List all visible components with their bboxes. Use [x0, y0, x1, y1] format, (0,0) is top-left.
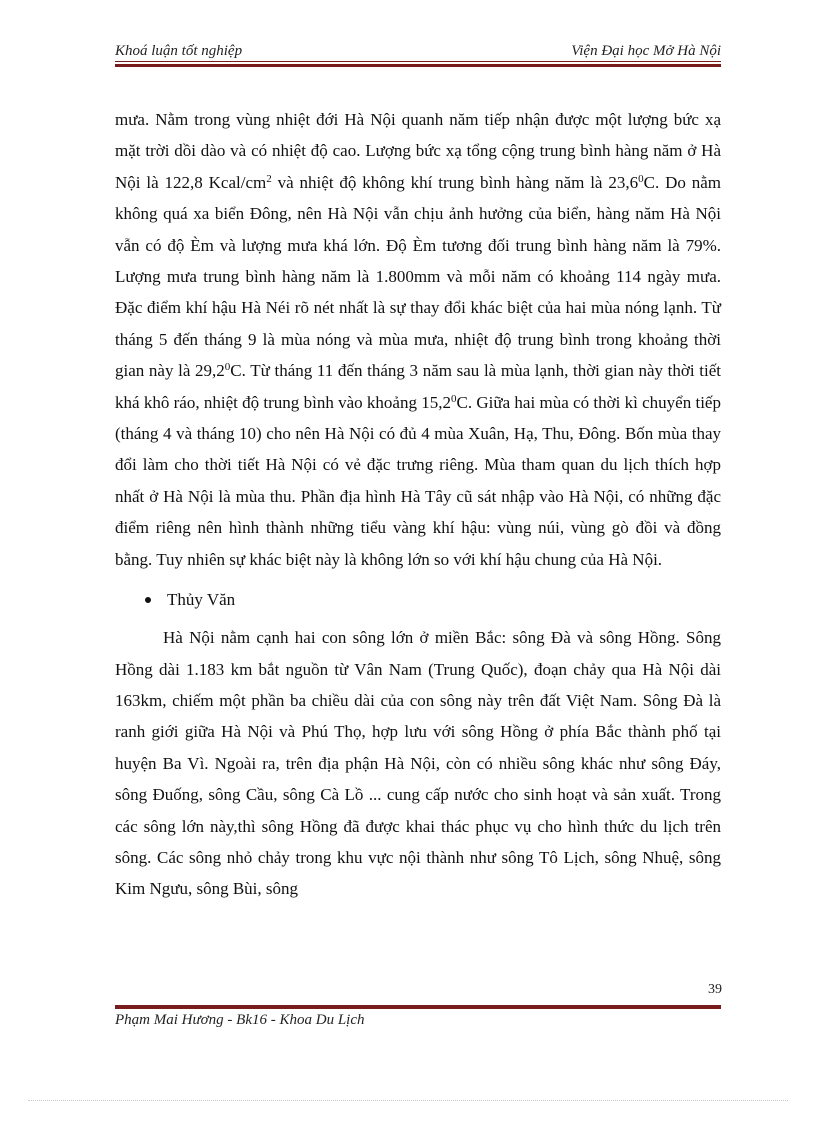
page-header — [115, 38, 721, 60]
page-edge-divider — [28, 1100, 788, 1101]
body-text — [115, 104, 721, 905]
section-bullet — [145, 584, 721, 615]
bullet-icon — [145, 597, 151, 603]
footer-rule — [115, 1003, 721, 1009]
page-footer: Phạm Mai Hương - Bk16 - Khoa Du Lịch — [115, 1012, 365, 1028]
page-number: 39 — [708, 982, 722, 997]
paragraph-hydrology: Hà Nội nằm cạnh hai con sông lớn ở miền Bắc: sông Đà và sông Hồng. Sông Hồng dài 1.183 km bắt nguồn từ Vân Nam (Trung Quốc), đoạn chảy qua Hà Nội dài 163km, chiếm một phần ba chiều dài của con sông này trên đất Việt Nam. Sông Đà là ranh giới giữa Hà Nội và Phú Thọ, hợp lưu với sông Hồng ở phía Bắc thành phố tại huyện Ba Vì. Ngoài ra, trên địa phận Hà Nội, còn có nhiều sông khác như sông Đáy, sông Đuống, sông Cầu, sông Cà Lồ ... cung cấp nước cho sinh hoạt và sản xuất. Trong các sông lớn này,thì sông Hồng đã được khai thác phục vụ cho hình thức du lịch trên sông. Các sông nhỏ chảy trong khu vực nội thành như sông Tô Lịch, sông Nhuệ, sông Kim Ngưu, sông Bùi, sông — [115, 628, 721, 899]
section-heading: Thủy Văn — [167, 589, 236, 609]
header-rule — [115, 61, 721, 67]
paragraph-climate: mưa. Nằm trong vùng nhiệt đới Hà Nội quanh năm tiếp nhận được một lượng bức xạ mặt trời dồi dào và có nhiệt độ cao. Lượng bức xạ tổng cộng trung bình hàng năm ở Hà Nội là 122,8 Kcal/$cm^2$ và nhiệt độ không khí trung bình hàng năm là 23,6$^0$C. Do nằm không quá xa biển Đông, nên Hà Nội vẫn chịu ảnh hưởng của biển, hàng năm Hà Nội vẫn có độ Èm và lượng mưa khá lớn. Độ Èm tương đối trung bình hàng năm là 79%. Lượng mưa trung bình hàng năm là 1.800mm và mỗi năm có khoảng 114 ngày mưa. Đặc điểm khí hậu Hà Néi rõ nét nhất là sự thay đổi khác biệt của hai mùa nóng lạnh. Từ tháng 5 đến tháng 9 là mùa nóng và mùa mưa, nhiệt độ trung bình trong khoảng thời gian này là 29,2$^0$C. Từ tháng 11 đến tháng 3 năm sau là mùa lạnh, thời gian này thời tiết khá khô ráo, nhiệt độ trung bình vào khoảng 15,2$^0$C. Giữa hai mùa có thời kì chuyển tiếp (tháng 4 và tháng 10) cho nên Hà Nội có đủ 4 mùa Xuân, Hạ, Thu, Đông. Bốn mùa thay đổi làm cho thời tiết Hà Nội có vẻ đặc trưng riêng. Mùa tham quan du lịch thích hợp nhất ở Hà Nội là mùa thu. Phần địa hình Hà Tây cũ sát nhập vào Hà Nội, có những đặc điểm riêng nên hình thành những tiểu vàng khí hậu: vùng núi, vùng gò đồi và đồng bằng. Tuy nhiên sự khác biệt này là không lớn so với khí hậu chung của Hà Nội. — [115, 110, 721, 569]
header-right-institution: Viện Đại học Mở Hà Nội — [571, 43, 721, 59]
header-left-title: Khoá luận tốt nghiệp — [115, 43, 243, 59]
